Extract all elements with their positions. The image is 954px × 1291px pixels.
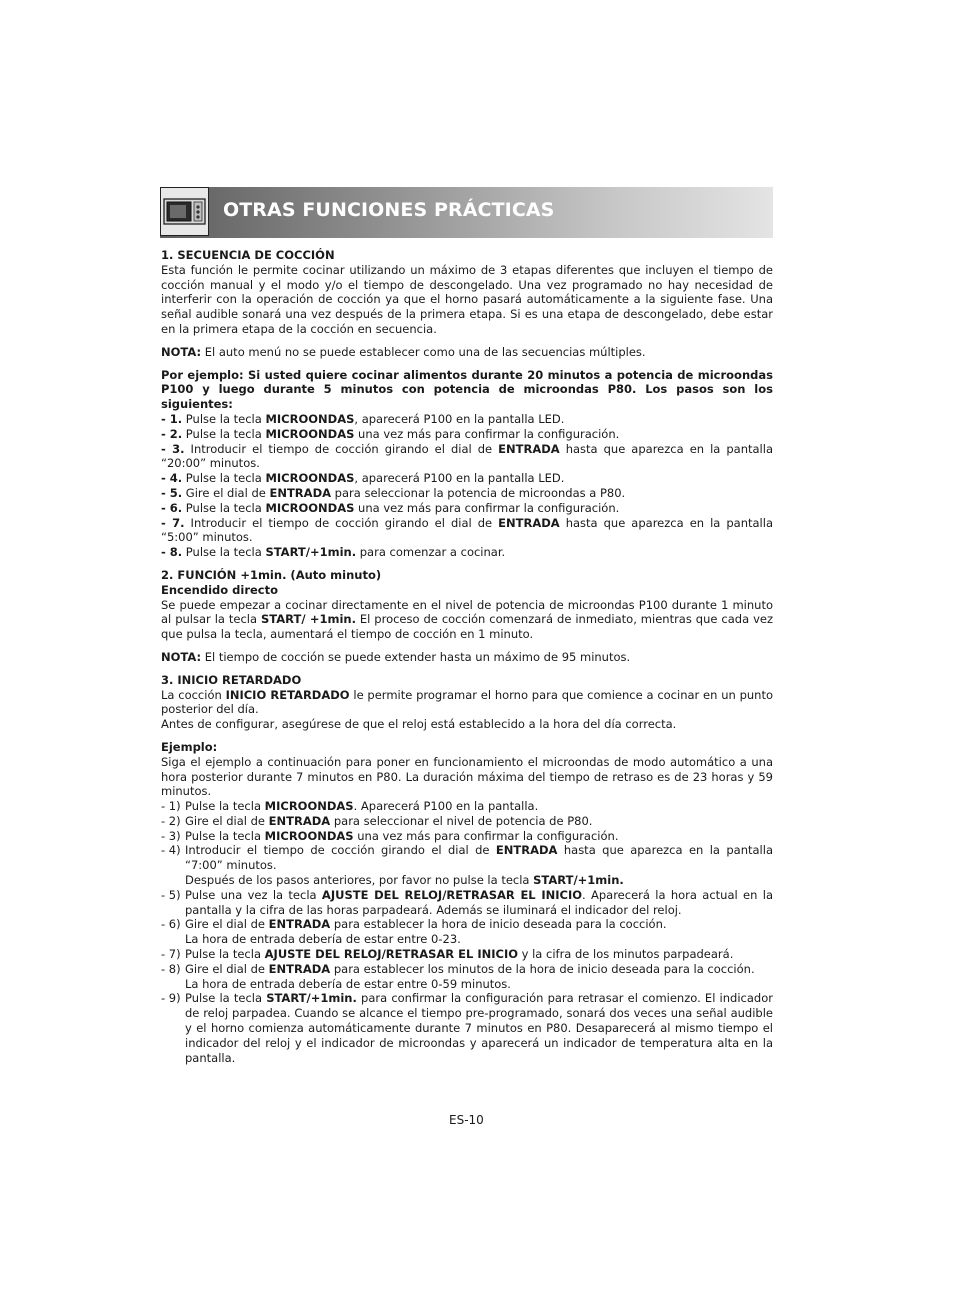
step-text: Gire el dial de: [182, 485, 270, 500]
text: El proceso de cocción comenzará de inmediato, mientras que cada vez que pulsa la tecla, aumentará el tiempo de cocción en 1 minuto.: [161, 612, 773, 642]
note: [161, 650, 773, 665]
step-list: [161, 799, 773, 1065]
step-text: una vez más para confirmar la configuración.: [354, 500, 620, 515]
note: [161, 345, 773, 360]
paragraph: Antes de configurar, asegúrese de que el reloj está establecido a la hora del día correcta.: [161, 717, 677, 732]
text: Se puede empezar a cocinar directamente en el nivel de potencia de microondas P100 durante 1 minuto al pulsar la tecla: [161, 597, 773, 627]
step-text: Gire el dial de: [185, 961, 269, 976]
step-number: - 5.: [161, 485, 183, 500]
step-text: hasta que aparezca en la pantalla “20:00” minutos.: [161, 441, 773, 471]
page-number: ES-10: [449, 1113, 484, 1127]
step-item: [161, 545, 773, 560]
step-item: [161, 991, 773, 1065]
step-text: Pulse la tecla: [185, 991, 267, 1006]
step-text: hasta que aparezca en la pantalla “5:00” minutos.: [161, 515, 773, 545]
step-text: y la cifra de los minutos parpadeará.: [518, 947, 734, 962]
step-number: - 6): [161, 917, 181, 932]
step-number: - 5): [161, 887, 181, 902]
step-item: [161, 501, 773, 516]
step-text: para confirmar la configuración para retrasar el comienzo. El indicador de reloj parpadea. Cuando se alcance el tiempo pre-programado, sonará dos veces una señal audible y el horno comienza automáticamente durante 7 minutos en P80. Desaparecerá al mismo tiempo el indicador del reloj y el indicador de microondas y aparecerá un indicador de temperatura alta en la pantalla.: [185, 991, 773, 1065]
step-item: [161, 516, 773, 546]
step-item: [161, 471, 773, 486]
step-item: [161, 799, 773, 814]
step-text: Gire el dial de: [185, 917, 269, 932]
step-number: - 7.: [161, 515, 185, 530]
paragraph: Esta función le permite cocinar utilizando un máximo de 3 etapas diferentes que incluyen el tiempo de cocción manual y el modo y/o el tiempo de descongelado. Una vez programado no hay necesidad de interferir con la operación de cocción ya que el horno pasará automáticamente a la siguiente fase. Una señal audible sonará una vez después de la primera etapa. Si es una etapa de descongelado, debe estar en la primera etapa de la cocción en secuencia.: [161, 262, 773, 336]
section-title: 1. SECUENCIA DE COCCIÓN: [161, 248, 335, 262]
text: La cocción: [161, 687, 226, 702]
step-text: Pulse la tecla: [182, 500, 266, 515]
key-label: ENTRADA: [268, 917, 331, 932]
step-text: Pulse una vez la tecla: [185, 887, 322, 902]
step-item: [161, 412, 773, 427]
key-label: MICROONDAS: [264, 828, 354, 843]
step-text: una vez más para confirmar la configuración.: [354, 426, 620, 441]
step-text: . Aparecerá P100 en la pantalla.: [353, 799, 539, 814]
key-label: START/ +1min.: [261, 612, 356, 627]
key-label: MICROONDAS: [265, 426, 355, 441]
step-number: - 3): [161, 828, 181, 843]
text: le permite programar el horno para que comience a cocinar en un punto posterior del día.: [161, 687, 773, 717]
step-item: [161, 888, 773, 918]
step-text: Gire el dial de: [185, 813, 269, 828]
key-label: ENTRADA: [498, 515, 560, 530]
step-text: Introducir el tiempo de cocción girando el dial de: [185, 843, 496, 858]
step-number: - 4.: [161, 471, 183, 486]
step-text: , aparecerá P100 en la pantalla LED.: [354, 471, 565, 486]
key-label: START/+1min.: [265, 545, 357, 560]
step-number: - 4): [161, 843, 181, 858]
section-title: 3. INICIO RETARDADO: [161, 672, 302, 687]
note-label: NOTA:: [161, 649, 202, 664]
note-text: El auto menú no se puede establecer como una de las secuencias múltiples.: [201, 344, 646, 359]
step-number: - 6.: [161, 500, 183, 515]
step-note: Después de los pasos anteriores, por favor no pulse la tecla: [185, 873, 534, 888]
step-text: . Aparecerá la hora actual en la pantalla y la cifra de las horas parpadeará. Además se iluminará el indicador del reloj.: [185, 887, 773, 917]
section-subtitle: Encendido directo: [161, 582, 279, 597]
step-item: [161, 947, 773, 962]
key-label: INICIO RETARDADO: [225, 687, 350, 702]
step-text: Pulse la tecla: [185, 799, 265, 814]
microwave-icon: [160, 187, 209, 236]
step-text: Pulse la tecla: [182, 545, 266, 560]
step-number: - 1.: [161, 411, 183, 426]
step-number: - 2): [161, 813, 181, 828]
step-number: - 8.: [161, 545, 183, 560]
step-text: Introducir el tiempo de cocción girando el dial de: [184, 441, 499, 456]
step-text: Pulse la tecla: [185, 828, 265, 843]
step-number: - 8): [161, 961, 181, 976]
example-label: Ejemplo:: [161, 739, 218, 754]
step-text: Pulse la tecla: [182, 471, 266, 486]
paragraph: [161, 598, 773, 642]
step-number: - 3.: [161, 441, 185, 456]
key-label: MICROONDAS: [265, 411, 355, 426]
paragraph: Siga el ejemplo a continuación para poner en funcionamiento el microondas de modo automático a una hora posterior durante 7 minutos en P80. La duración máxima del tiempo de retraso es de 23 horas y 59 minutos.: [161, 754, 773, 799]
key-label: ENTRADA: [495, 843, 558, 858]
page-title: OTRAS FUNCIONES PRÁCTICAS: [223, 199, 555, 221]
key-label: START/+1min.: [266, 991, 357, 1006]
step-item: [161, 814, 773, 829]
step-text: para establecer la hora de inicio deseada para la cocción.: [330, 917, 667, 932]
step-text: para comenzar a cocinar.: [356, 545, 506, 560]
key-label: ENTRADA: [268, 813, 331, 828]
key-label: MICROONDAS: [265, 500, 355, 515]
step-text: Pulse la tecla: [185, 947, 265, 962]
document-body: [161, 248, 773, 1065]
key-label: ENTRADA: [498, 441, 560, 456]
paragraph: [161, 688, 773, 718]
key-label: ENTRADA: [269, 485, 332, 500]
note-label: NOTA:: [161, 344, 202, 359]
step-list: [161, 412, 773, 560]
step-number: - 7): [161, 947, 181, 962]
key-label: ENTRADA: [268, 961, 331, 976]
step-item: [161, 962, 773, 992]
step-text: para seleccionar la potencia de microondas a P80.: [331, 485, 626, 500]
step-text: , aparecerá P100 en la pantalla LED.: [354, 411, 565, 426]
key-label: MICROONDAS: [265, 471, 355, 486]
step-text: una vez más para confirmar la configuración.: [353, 828, 619, 843]
step-text: Pulse la tecla: [182, 426, 266, 441]
step-text: Introducir el tiempo de cocción girando el dial de: [184, 515, 499, 530]
step-item: [161, 486, 773, 501]
key-label: MICROONDAS: [264, 799, 354, 814]
key-label: START/+1min.: [533, 873, 624, 888]
step-text: para establecer los minutos de la hora de inicio deseada para la cocción.: [330, 961, 755, 976]
section-header: [160, 187, 773, 238]
step-note: La hora de entrada debería de estar entre 0-59 minutos.: [185, 976, 511, 991]
note-text: El tiempo de cocción se puede extender hasta un máximo de 95 minutos.: [201, 649, 631, 664]
step-number: - 1): [161, 799, 181, 814]
step-text: hasta que aparezca en la pantalla “7:00” minutos.: [185, 843, 773, 873]
step-item: [161, 829, 773, 844]
step-item: [161, 427, 773, 442]
example-intro: Por ejemplo: Si usted quiere cocinar alimentos durante 20 minutos a potencia de microondas P100 y luego durante 5 minutos con potencia de microondas P80. Los pasos son los siguientes:: [161, 367, 773, 412]
key-label: AJUSTE DEL RELOJ/RETRASAR EL INICIO: [264, 947, 518, 962]
step-number: - 9): [161, 991, 181, 1006]
step-item: [161, 442, 773, 472]
step-item: [161, 843, 773, 887]
step-note: La hora de entrada debería de estar entre 0-23.: [185, 932, 461, 947]
section-title: 2. FUNCIÓN +1min. (Auto minuto): [161, 567, 382, 582]
step-text: Pulse la tecla: [182, 411, 266, 426]
step-number: - 2.: [161, 426, 183, 441]
key-label: AJUSTE DEL RELOJ/RETRASAR EL INICIO: [321, 887, 582, 902]
step-text: para seleccionar el nivel de potencia de P80.: [330, 813, 593, 828]
step-item: [161, 917, 773, 947]
